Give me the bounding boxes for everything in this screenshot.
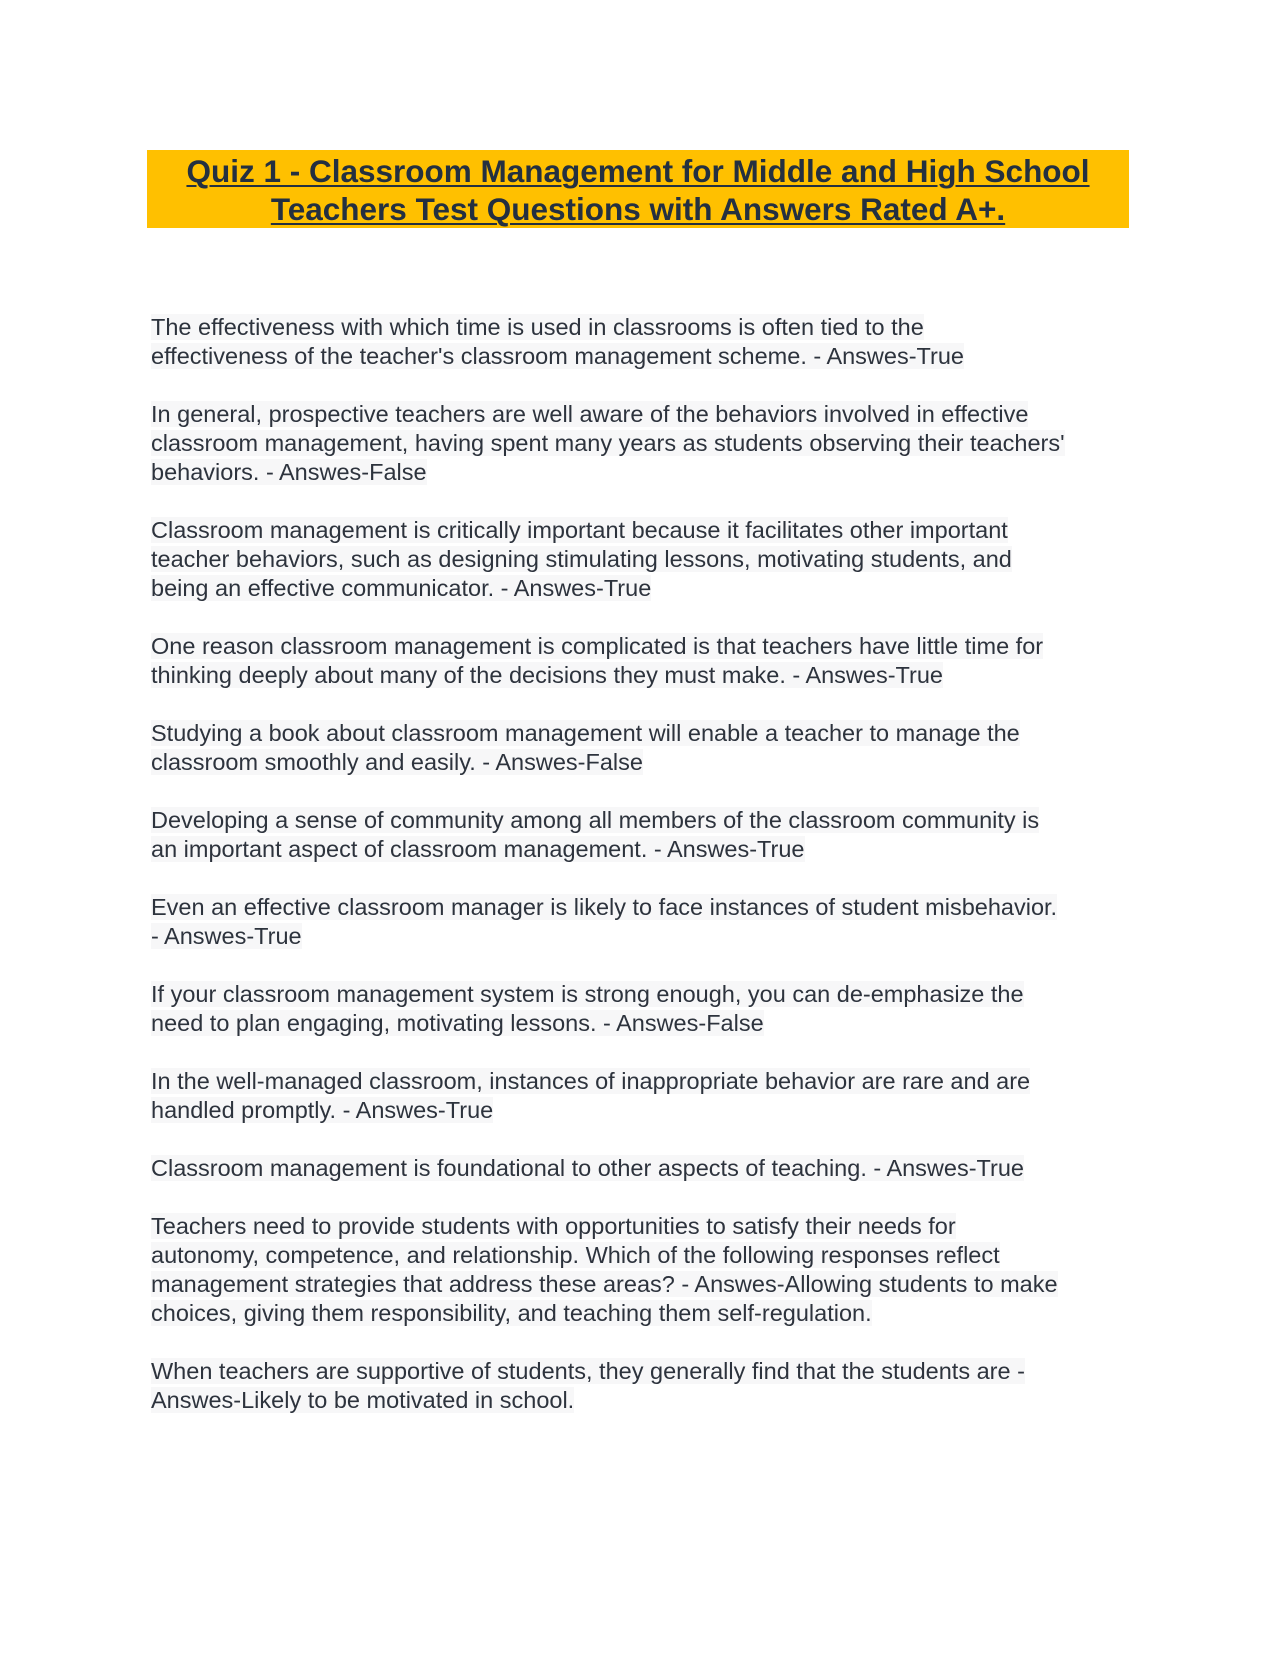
question-answer-text: In general, prospective teachers are well aware of the behaviors involved in effective bbox=[151, 401, 1029, 427]
question-answer-line bbox=[151, 1357, 1141, 1386]
question-answer-line bbox=[151, 1241, 1141, 1270]
question-answer-line bbox=[151, 1270, 1141, 1299]
question-answer-line bbox=[151, 1386, 1141, 1415]
question-answer-item bbox=[151, 1154, 1141, 1183]
question-answer-line bbox=[151, 1067, 1141, 1096]
question-answer-item bbox=[151, 893, 1141, 951]
question-answer-line bbox=[151, 400, 1141, 429]
question-answer-text: In the well-managed classroom, instances of inappropriate behavior are rare and are bbox=[151, 1068, 1031, 1094]
question-answer-line bbox=[151, 835, 1141, 864]
question-answer-line bbox=[151, 719, 1141, 748]
question-answer-text: classroom management, having spent many years as students observing their teachers' bbox=[151, 430, 1065, 456]
question-answer-text: Classroom management is critically important because it facilitates other important bbox=[151, 517, 1008, 543]
question-answer-line bbox=[151, 516, 1141, 545]
document-title-line-2: Teachers Test Questions with Answers Rated A+. bbox=[270, 191, 1006, 227]
question-answer-item bbox=[151, 1067, 1141, 1125]
document-title-line-1: Quiz 1 - Classroom Management for Middle and High School bbox=[186, 153, 1090, 189]
question-answer-text: Answes-Likely to be motivated in school. bbox=[151, 1387, 575, 1413]
question-answer-line bbox=[151, 545, 1141, 574]
document-title-banner bbox=[147, 150, 1129, 228]
question-answer-line bbox=[151, 922, 1141, 951]
question-answer-line bbox=[151, 458, 1141, 487]
question-answer-line bbox=[151, 632, 1141, 661]
question-answer-line bbox=[151, 806, 1141, 835]
question-answer-item bbox=[151, 516, 1141, 603]
question-answer-text: behaviors. - Answes-False bbox=[151, 459, 427, 485]
question-answer-item bbox=[151, 719, 1141, 777]
question-answer-text: being an effective communicator. - Answes-True bbox=[151, 575, 652, 601]
question-answer-text: teacher behaviors, such as designing stimulating lessons, motivating students, and bbox=[151, 546, 1012, 572]
question-answer-item bbox=[151, 632, 1141, 690]
question-answer-text: handled promptly. - Answes-True bbox=[151, 1097, 494, 1123]
question-answer-text: effectiveness of the teacher's classroom management scheme. - Answes-True bbox=[151, 343, 964, 369]
question-answer-text: Teachers need to provide students with opportunities to satisfy their needs for bbox=[151, 1213, 956, 1239]
question-answer-text: choices, giving them responsibility, and teaching them self-regulation. bbox=[151, 1300, 872, 1326]
question-answer-line bbox=[151, 893, 1141, 922]
question-answer-line bbox=[151, 1096, 1141, 1125]
question-answer-text: classroom smoothly and easily. - Answes-False bbox=[151, 749, 643, 775]
question-answer-item bbox=[151, 400, 1141, 487]
question-answer-text: need to plan engaging, motivating lessons. - Answes-False bbox=[151, 1010, 764, 1036]
question-answer-text: autonomy, competence, and relationship. Which of the following responses reflect bbox=[151, 1242, 1000, 1268]
question-answer-item bbox=[151, 806, 1141, 864]
question-answer-line bbox=[151, 980, 1141, 1009]
question-answer-text: management strategies that address these areas? - Answes-Allowing students to make bbox=[151, 1271, 1058, 1297]
question-answer-text: Even an effective classroom manager is likely to face instances of student misbehavior. bbox=[151, 894, 1058, 920]
question-answer-text: Studying a book about classroom management will enable a teacher to manage the bbox=[151, 720, 1020, 746]
question-answer-line bbox=[151, 574, 1141, 603]
question-answer-item bbox=[151, 1357, 1141, 1415]
question-answer-line bbox=[151, 1009, 1141, 1038]
question-answer-list bbox=[151, 313, 1141, 1444]
question-answer-text: - Answes-True bbox=[151, 923, 302, 949]
question-answer-text: Classroom management is foundational to other aspects of teaching. - Answes-True bbox=[151, 1155, 1024, 1181]
question-answer-text: One reason classroom management is complicated is that teachers have little time for bbox=[151, 633, 1044, 659]
question-answer-line bbox=[151, 1154, 1141, 1183]
question-answer-text: If your classroom management system is strong enough, you can de-emphasize the bbox=[151, 981, 1024, 1007]
question-answer-line bbox=[151, 1212, 1141, 1241]
question-answer-item bbox=[151, 1212, 1141, 1328]
question-answer-text: thinking deeply about many of the decisions they must make. - Answes-True bbox=[151, 662, 944, 688]
question-answer-item bbox=[151, 313, 1141, 371]
question-answer-text: When teachers are supportive of students, they generally find that the students are - bbox=[151, 1358, 1025, 1384]
question-answer-item bbox=[151, 980, 1141, 1038]
question-answer-text: The effectiveness with which time is used in classrooms is often tied to the bbox=[151, 314, 924, 340]
question-answer-line bbox=[151, 313, 1141, 342]
question-answer-line bbox=[151, 429, 1141, 458]
question-answer-line bbox=[151, 1299, 1141, 1328]
question-answer-line bbox=[151, 342, 1141, 371]
question-answer-text: Developing a sense of community among all members of the classroom community is bbox=[151, 807, 1040, 833]
question-answer-line bbox=[151, 748, 1141, 777]
question-answer-line bbox=[151, 661, 1141, 690]
question-answer-text: an important aspect of classroom management. - Answes-True bbox=[151, 836, 805, 862]
